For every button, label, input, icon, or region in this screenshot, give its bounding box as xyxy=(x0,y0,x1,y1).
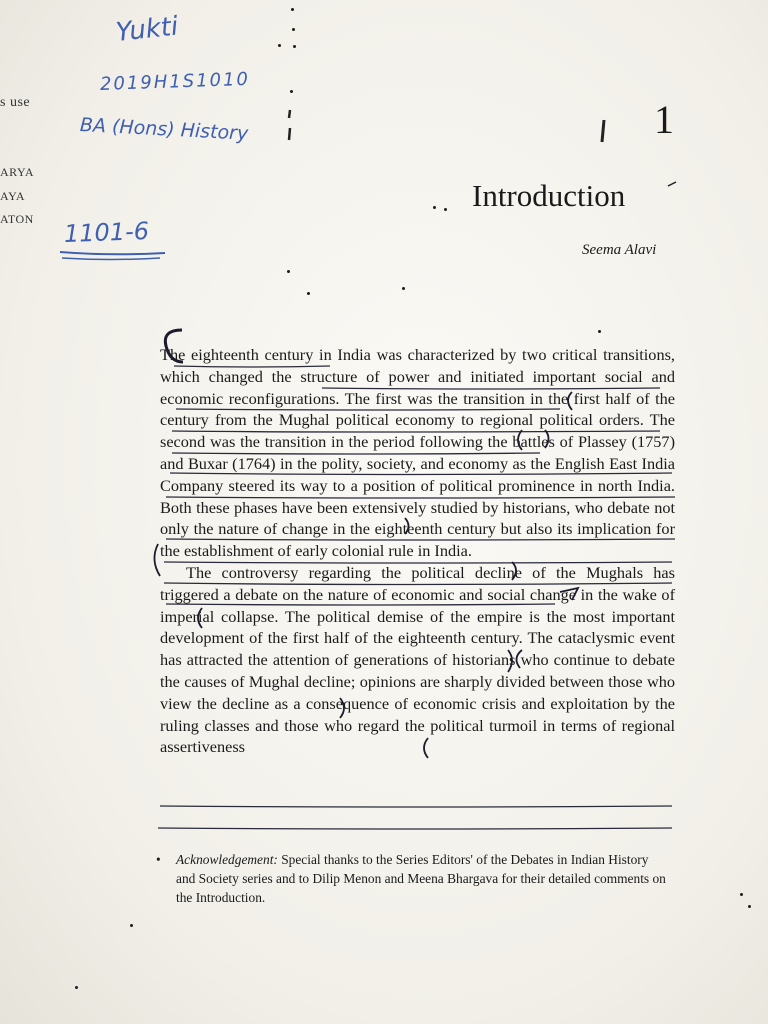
margin-fragment: AYA xyxy=(0,189,26,203)
handwritten-course: BA (Hons) History xyxy=(79,114,249,145)
scan-speck xyxy=(290,90,293,93)
scan-speck xyxy=(748,905,751,908)
margin-fragment: ARYA xyxy=(0,165,35,179)
scan-speck xyxy=(444,208,447,211)
chapter-author: Seema Alavi xyxy=(582,242,657,258)
chapter-body xyxy=(160,344,675,758)
footnote-body: Special thanks to the Series Editors' of the Debates in Indian History and Society series and to Dilip Menon and Meena Bhargava for their detailed comments on the Introduction. xyxy=(176,852,666,905)
margin-fragment: ATON xyxy=(0,212,34,226)
scan-speck xyxy=(278,44,281,47)
scan-speck xyxy=(293,45,296,48)
scan-speck xyxy=(130,924,133,927)
footnote-bullet: • xyxy=(156,852,161,867)
scan-speck xyxy=(287,270,290,273)
handwritten-roll-number: 2019H1S1010 xyxy=(99,68,251,95)
scan-speck xyxy=(307,292,310,295)
margin-fragment: s use xyxy=(0,95,31,110)
body-paragraph: The eighteenth century in India was characterized by two critical transitions, which changed the structure of power and initiated important social and economic reconfigurations. The first was the transition in the first half of the century from the Mughal political economy to regional political orders. The second was the transition in the period following the battles of Plassey (1757) and Buxar (1764) in the polity, society, and economy as the English East India Company steered its way to a position of political prominence in north India. Both these phases have been extensively studied by historians, who debate not only the nature of change in the eighteenth century but also its implication for the establishment of early colonial rule in India. xyxy=(160,345,675,561)
handwritten-code: 1101-6 xyxy=(63,217,150,248)
scan-speck xyxy=(291,8,294,11)
footnote-label: Acknowledgement: xyxy=(176,852,278,867)
body-paragraph: The controversy regarding the political decline of the Mughals has triggered a debate on the nature of economic and social change in the wake of imperial collapse. The political demise of the empire is the most important development of the first half of the eighteenth century. The cataclysmic event has attracted the attention of generations of historians who continue to debate the causes of Mughal decline; opinions are sharply divided between those who view the decline as a consequence of economic crisis and exploitation by the ruling classes and those who regard the political turmoil in terms of regional assertiveness xyxy=(160,562,675,757)
scan-speck xyxy=(598,330,601,333)
scan-speck xyxy=(402,287,405,290)
chapter-title: Introduction xyxy=(472,178,626,213)
scan-speck xyxy=(75,986,78,989)
handwritten-name: Yukti xyxy=(114,11,180,48)
acknowledgement-footnote xyxy=(156,850,670,907)
scan-speck xyxy=(740,893,743,896)
chapter-number: 1 xyxy=(654,97,674,142)
scan-speck xyxy=(292,28,295,31)
scan-speck xyxy=(433,206,436,209)
footnote-text xyxy=(160,850,670,907)
